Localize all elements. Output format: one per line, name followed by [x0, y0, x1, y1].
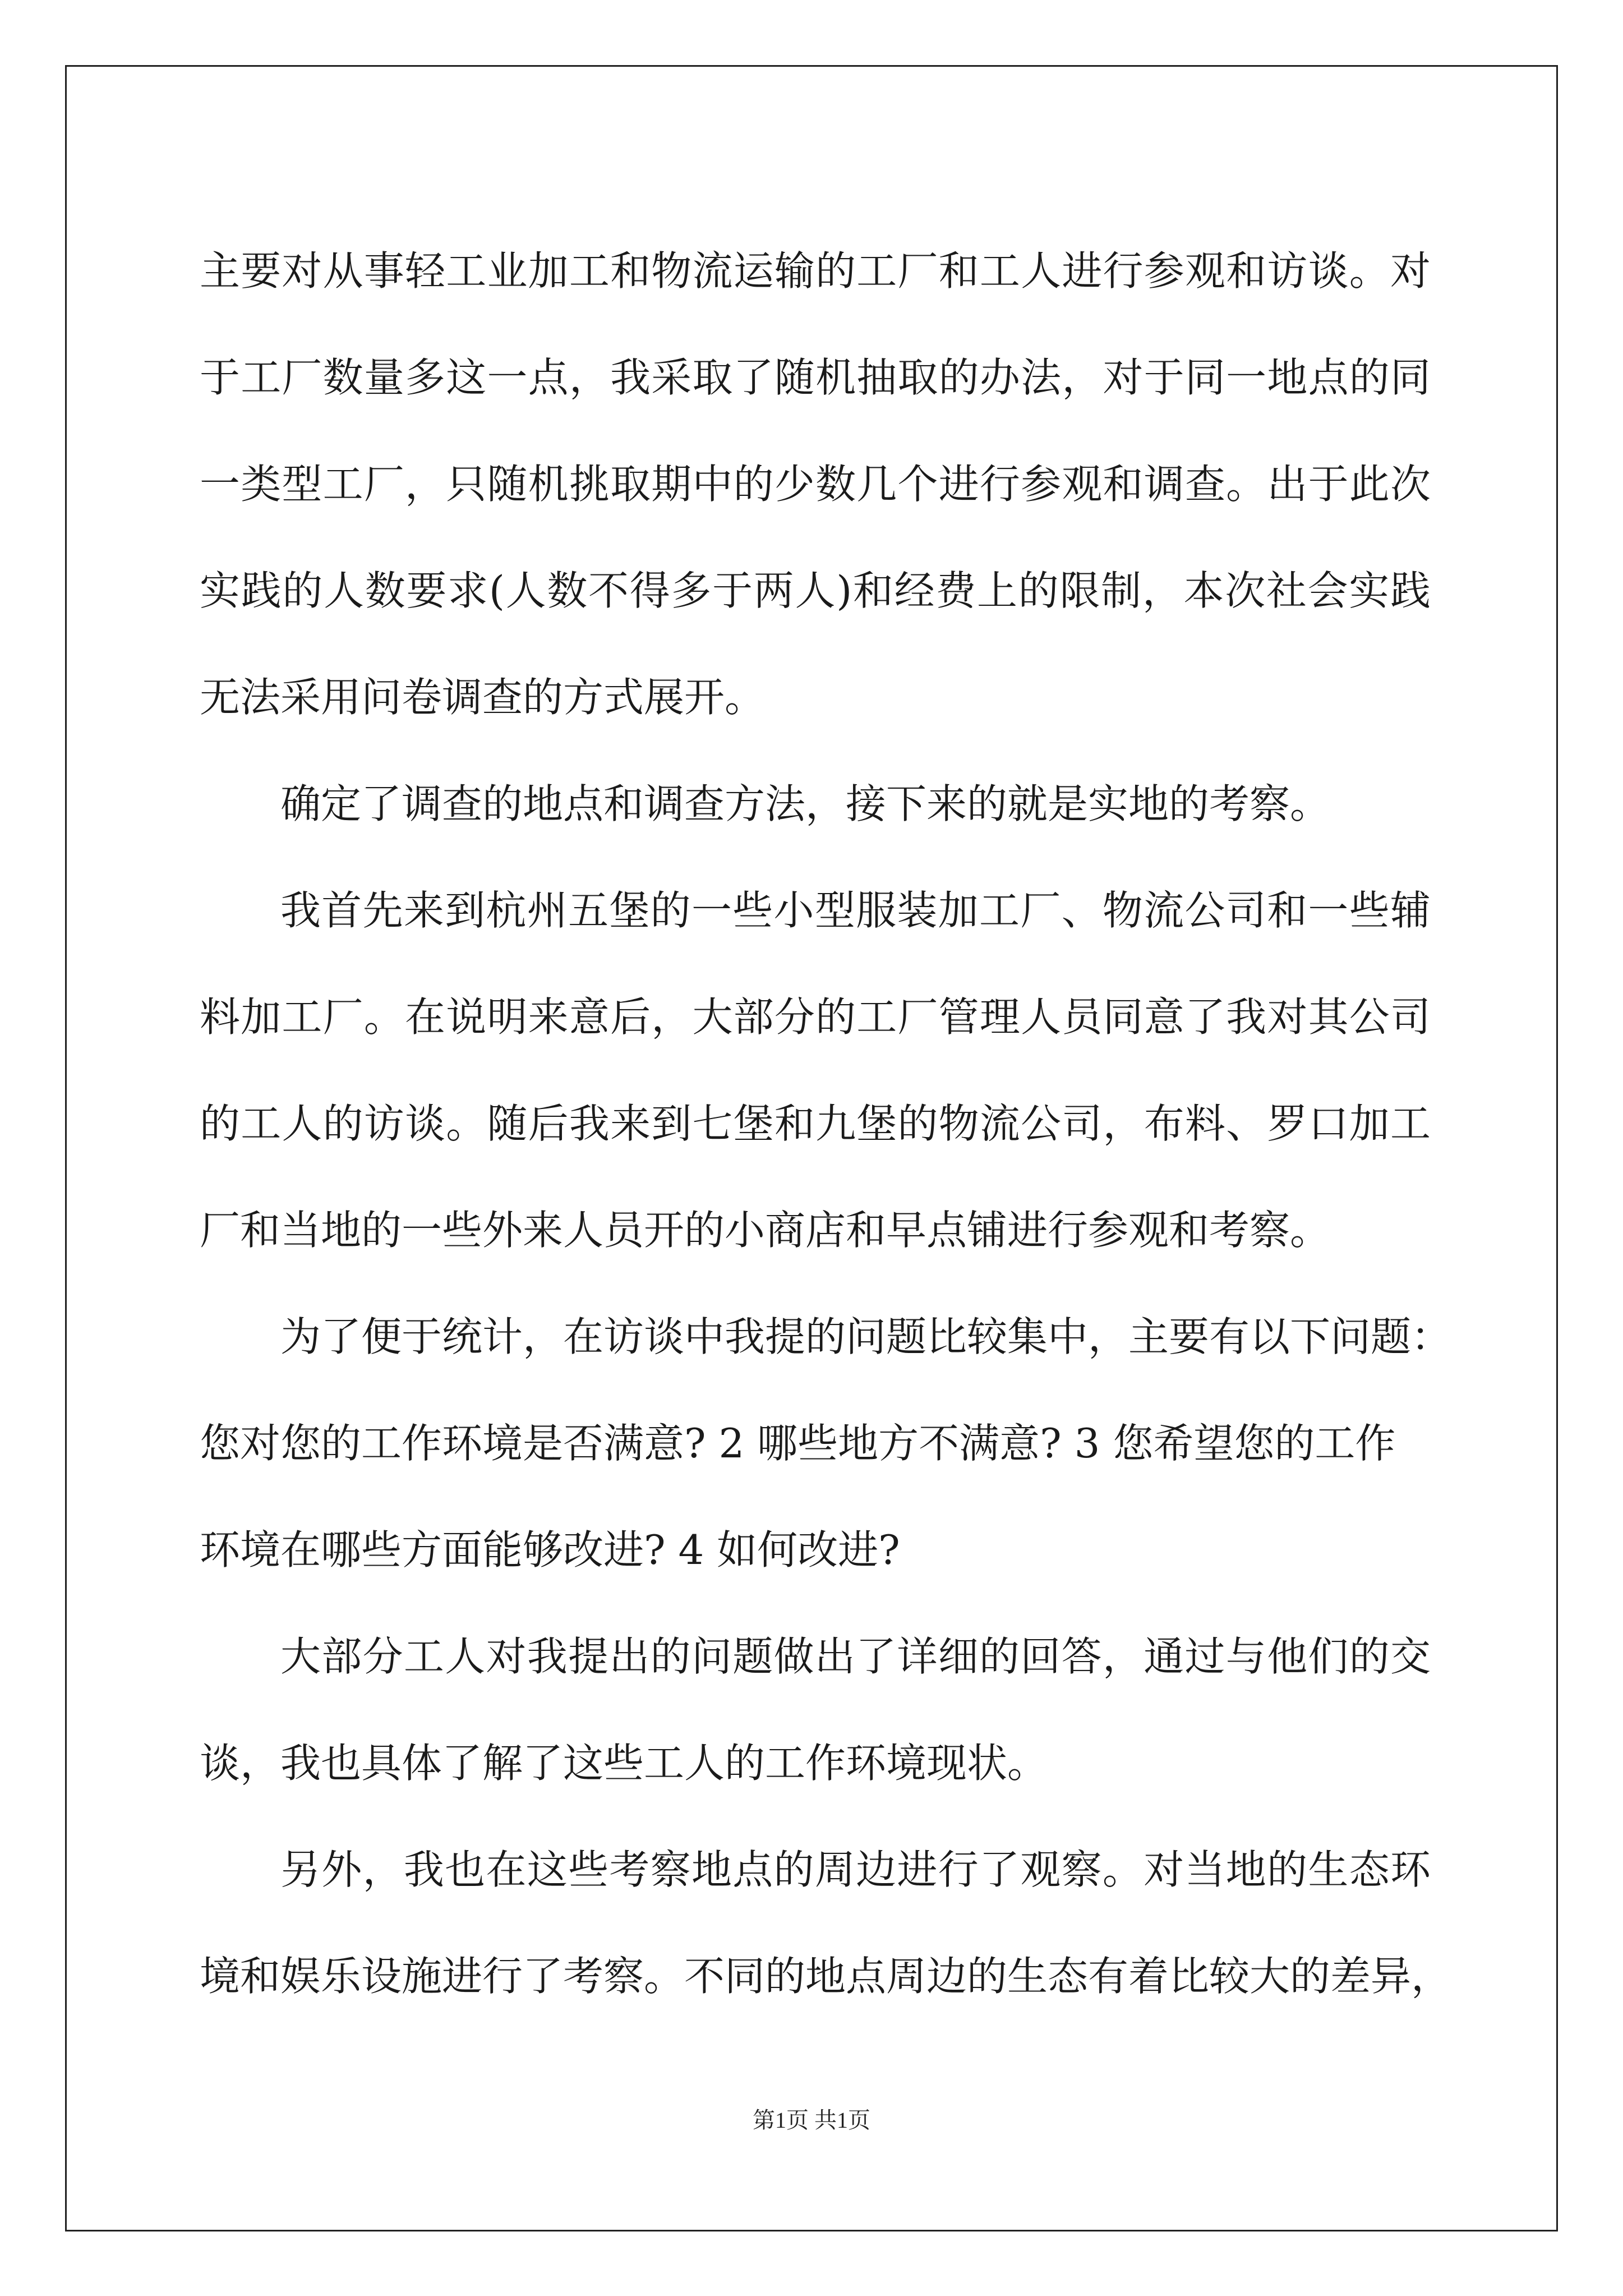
page-number-footer: 第1页 共1页	[753, 2108, 870, 2133]
document-body	[200, 218, 1452, 2030]
paragraph-start-line: 我首先来到杭州五堡的一些小型服装加工厂、物流公司和一些辅	[280, 887, 1431, 934]
paragraph-start-line: 另外，我也在这些考察地点的周边进行了观察。对当地的生态环	[280, 1846, 1431, 1893]
paragraph-start-line: 大部分工人对我提出的问题做出了详细的回答，通过与他们的交	[280, 1633, 1431, 1680]
text-line: 一类型工厂，只随机挑取期中的少数几个进行参观和调查。出于此次	[200, 461, 1431, 508]
text-line: 厂和当地的一些外来人员开的小商店和早点铺进行参观和考察。	[200, 1207, 1331, 1254]
text-line: 料加工厂。在说明来意后，大部分的工厂管理人员同意了我对其公司	[200, 993, 1431, 1041]
text-line: 实践的人数要求(人数不得多于两人)和经费上的限制，本次社会实践	[200, 567, 1431, 614]
text-line: 环境在哪些方面能够改进? 4 如何改进?	[200, 1526, 900, 1573]
text-line: 于工厂数量多这一点，我采取了随机抽取的办法，对于同一地点的同	[200, 354, 1431, 401]
text-line: 谈，我也具体了解了这些工人的工作环境现状。	[200, 1740, 1048, 1787]
text-line: 境和娱乐设施进行了考察。不同的地点周边的生态有着比较大的差异，	[200, 1953, 1452, 2000]
text-line: 无法采用问卷调查的方式展开。	[200, 674, 766, 721]
text-line: 您对您的工作环境是否满意? 2 哪些地方不满意? 3 您希望您的工作	[200, 1420, 1396, 1467]
text-line: 主要对从事轻工业加工和物流运输的工厂和工人进行参观和访谈。对	[200, 247, 1431, 295]
paragraph-start-line: 为了便于统计，在访谈中我提的问题比较集中，主要有以下问题：	[280, 1313, 1452, 1360]
paragraph-start-line: 确定了调查的地点和调查方法，接下来的就是实地的考察。	[280, 780, 1331, 827]
text-line: 的工人的访谈。随后我来到七堡和九堡的物流公司，布料、罗口加工	[200, 1100, 1431, 1147]
